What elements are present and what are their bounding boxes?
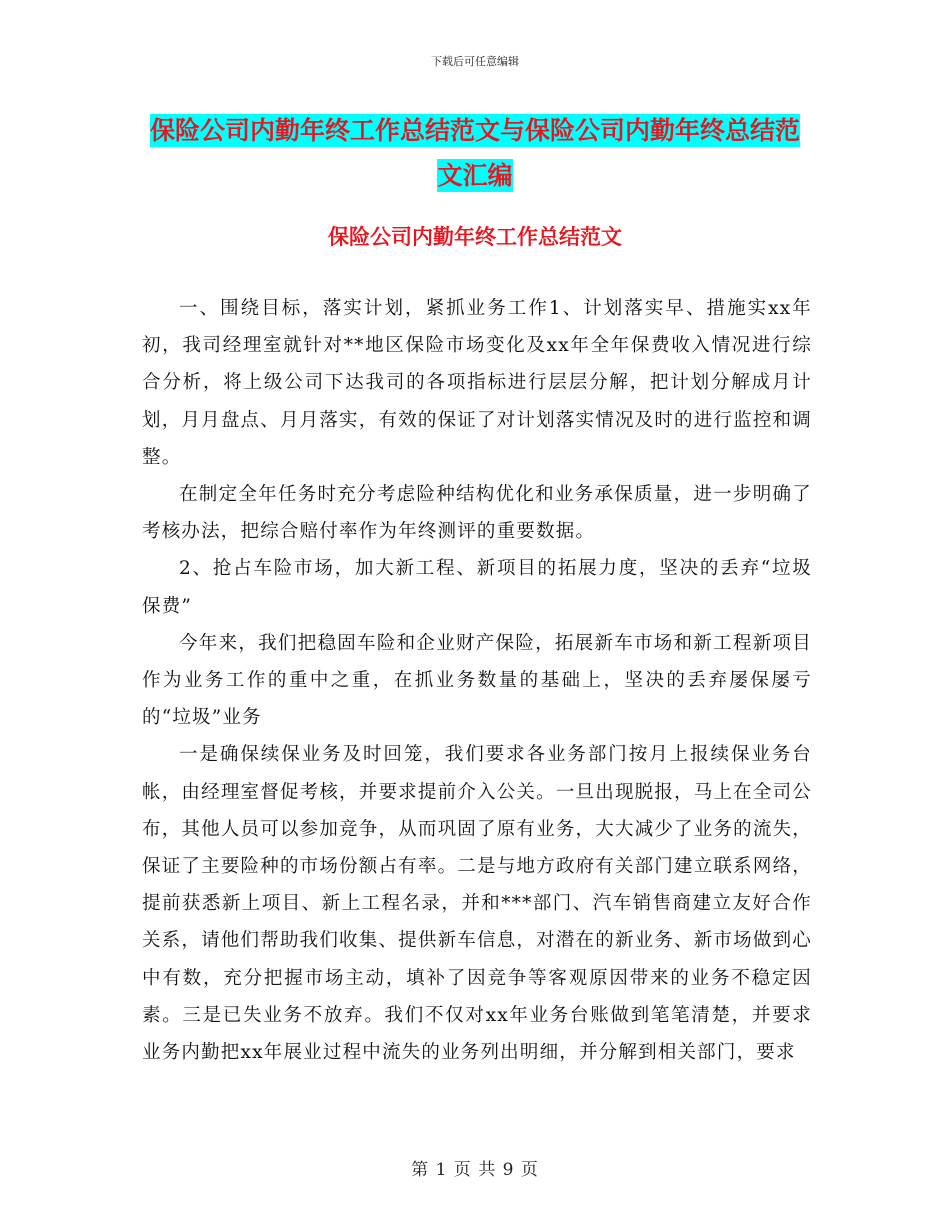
section-title: 保险公司内勤年终工作总结范文 bbox=[328, 225, 622, 249]
document-title-text: 保险公司内勤年终工作总结范文与保险公司内勤年终总结范文汇编 bbox=[149, 116, 800, 190]
document-title bbox=[140, 108, 810, 198]
page-header-note: 下载后可任意编辑 bbox=[431, 55, 519, 68]
paragraph: 一是确保续保业务及时回笼，我们要求各业务部门按月上报续保业务台帐，由经理室督促考核，并要求提前介入公关。一旦出现脱报，马上在全司公布，其他人员可以参加竞争，从而巩固了原有业务，大大减少了业务的流失，保证了主要险种的市场份额占有率。二是与地方政府有关部门建立联系网络，提前获悉新上项目、新上工程名录，并和***部门、汽车销售商建立友好合作关系，请他们帮助我们收集、提供新车信息，对潜在的新业务、新市场做到心中有数，充分把握市场主动，填补了因竞争等客观原因带来的业务不稳定因素。三是已失业务不放弃。我们不仅对xx年业务台账做到笔笔清楚，并要求业务内勤把xx年展业过程中流失的业务列出明细，并分解到相关部门，要求 bbox=[142, 744, 812, 1064]
page-footer: 第 1 页 共 9 页 bbox=[411, 1160, 539, 1180]
paragraph: 今年来，我们把稳固车险和企业财产保险，拓展新车市场和新工程新项目作为业务工作的重中之重，在抓业务数量的基础上，坚决的丢弃屡保屡亏的“垃圾”业务 bbox=[142, 632, 812, 729]
paragraph: 2、抢占车险市场，加大新工程、新项目的拓展力度，坚决的丢弃“垃圾保费” bbox=[142, 558, 812, 617]
paragraph: 一、围绕目标，落实计划，紧抓业务工作1、计划落实早、措施实xx年初，我司经理室就针对**地区保险市场变化及xx年全年保费收入情况进行综合分析，将上级公司下达我司的各项指标进行层层分解，把计划分解成月计划，月月盘点、月月落实，有效的保证了对计划落实情况及时的进行监控和调整。 bbox=[142, 298, 812, 468]
paragraph: 在制定全年任务时充分考虑险种结构优化和业务承保质量，进一步明确了考核办法，把综合赔付率作为年终测评的重要数据。 bbox=[142, 484, 812, 543]
body-text bbox=[142, 290, 812, 1071]
